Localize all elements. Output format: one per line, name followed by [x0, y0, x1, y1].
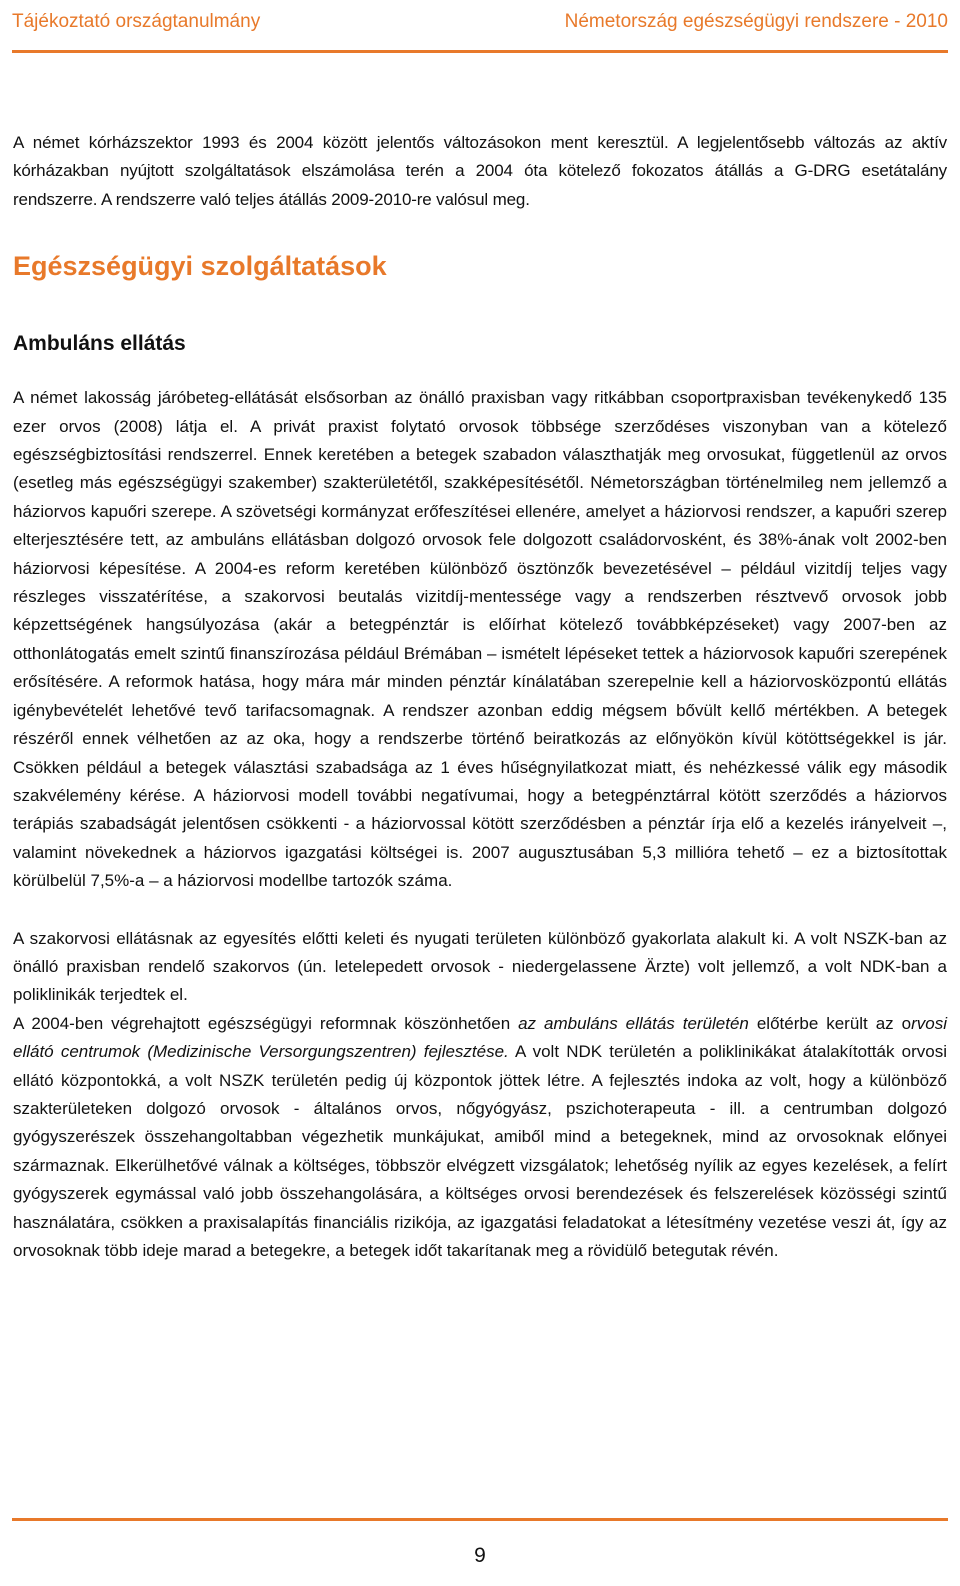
section-title: Egészségügyi szolgáltatások: [13, 251, 387, 282]
paragraph-text: A volt NDK területén a poliklinikákat átalakították orvosi ellátó központokká, a volt NSZK területén pedig új központok jöttek létre. A fejlesztés indoka az volt, hogy a különböző szakterületeken dolgozó orvosok - általános orvos, nőgyógyász, pszichoterapeuta - ill. a centrumban dolgozó gyógyszerészek összehangoltabban végezhetik munkájukat, amiből mind a betegeknek, mind az orvosoknak előnyei származnak. Elkerülhetővé válnak a költséges, többször elvégzett vizsgálatok; lehetőség nyílik az egyes kezelések, a felírt gyógyszerek egymással való jobb összehangolására, a költséges orvosi berendezések és felszerelések közösségi szintű használatára, csökken a praxisalapítás financiális rizikója, az igazgatási feladatokat a létesítmény vezetése veszi át, így az orvosoknak több ideje marad a betegekre, a betegek időt takarítanak meg a rövidülő betegutak révén.: [13, 1042, 947, 1260]
page-header: [12, 6, 948, 38]
paragraph-text: A 2004-ben végrehajtott egészségügyi reformnak köszönhetően: [13, 1013, 519, 1033]
emphasis-text: az ambuláns ellátás területén: [518, 1013, 749, 1033]
subsection-title: Ambuláns ellátás: [13, 332, 186, 356]
page-content: [13, 129, 947, 1265]
paragraph-text: előtérbe került az o: [748, 1013, 912, 1033]
header-right-title: Németország egészségügyi rendszere - 2010: [564, 11, 948, 32]
page-number: 9: [474, 1544, 486, 1567]
body-paragraph-2b: [13, 1010, 947, 1266]
header-left-title: Tájékoztató országtanulmány: [12, 11, 261, 32]
body-paragraph-2a: A szakorvosi ellátásnak az egyesítés előtti keleti és nyugati területen különböző gyakorlata alakult ki. A volt NSZK-ban az önálló praxisban rendelő szakorvos (ún. letelepedett orvosok - niedergelassene Ärzte) volt jellemző, a volt NDK-ban a poliklinikák terjedtek el.: [13, 928, 947, 1005]
footer-divider: [12, 1518, 948, 1521]
emphasis-text: rvosi ellátó centrumok (Medizinische Versorgungszentren) fejlesztése.: [13, 1013, 947, 1062]
header-divider: [12, 50, 948, 53]
body-paragraph-1: A német lakosság járóbeteg-ellátását elsősorban az önálló praxisban vagy ritkábban csoportpraxisban tevékenykedő 135 ezer orvos (2008) látja el. A privát praxist folytató orvosok többsége szerződéses viszonyban van a kötelező egészségbiztosítási rendszerrel. Ennek keretében a betegek szabadon választhatják meg orvosukat, függetlenül az orvos (esetleg más egészségügyi szakember) szakterületétől, szakképesítésétől. Németországban történelmileg nem jellemző a háziorvos kapuőri szerepe. A szövetségi kormányzat erőfeszítései ellenére, amelyet a háziorvosi rendszer, a kapuőri szerep elterjesztésére tett, az ambuláns ellátásban dolgozó orvosok fele dolgozott családorvosként, és 38%-ának volt 2002-ben háziorvosi képesítése. A 2004-es reform keretében különböző ösztönzők bevezetésével – például vizitdíj teljes vagy részleges visszatérítése, a szakorvosi beutalás vizitdíj-mentessége vagy a rendszerben résztvevő orvosok jobb képzettségének hangsúlyozása (akár a betegpénztár is előírhat kötelező továbbképzéseket) vagy 2007-ben az otthonlátogatás emelt szintű finanszírozása például Brémában – ismételt lépéseket tettek a háziorvosok kapuőri szerepének erősítésére. A reformok hatása, hogy mára már minden pénztár kínálatában szerepelnie kell a háziorvosközpontú ellátás igénybevételét lehetővé tevő tarifacsomagnak. A rendszer azonban eddig mégsem bővült kellő mértékben. A betegek részéről ennek vélhetően az az oka, hogy a rendszerbe történő beiratkozás az előnyökön kívül kötöttségekkel is jár. Csökken például a betegek választási szabadsága az 1 éves hűségnyilatkozat miatt, és nehézkessé válik egy második szakvélemény kérése. A háziorvosi modell további negatívumai, hogy a betegpénztárral kötött szerződés a háziorvos terápiás szabadságát jelentősen csökkenti - a háziorvossal kötött szerződésben a pénztár írja elő a kezelés irányelveit –, valamint növekednek a háziorvos igazgatási költségei is. 2007 augusztusában 5,3 millióra tehető – ez a biztosítottak körülbelül 7,5%-a – a háziorvosi modellbe tartozók száma.: [13, 388, 947, 891]
intro-paragraph: A német kórházszektor 1993 és 2004 között jelentős változásokon ment keresztül. A legjelentősebb változás az aktív kórházakban nyújtott szolgáltatások elszámolása terén a 2004 óta kötelező fokozatos átállás a G-DRG esetátalány rendszerre. A rendszerre való teljes átállás 2009-2010-re valósul meg.: [13, 133, 947, 209]
